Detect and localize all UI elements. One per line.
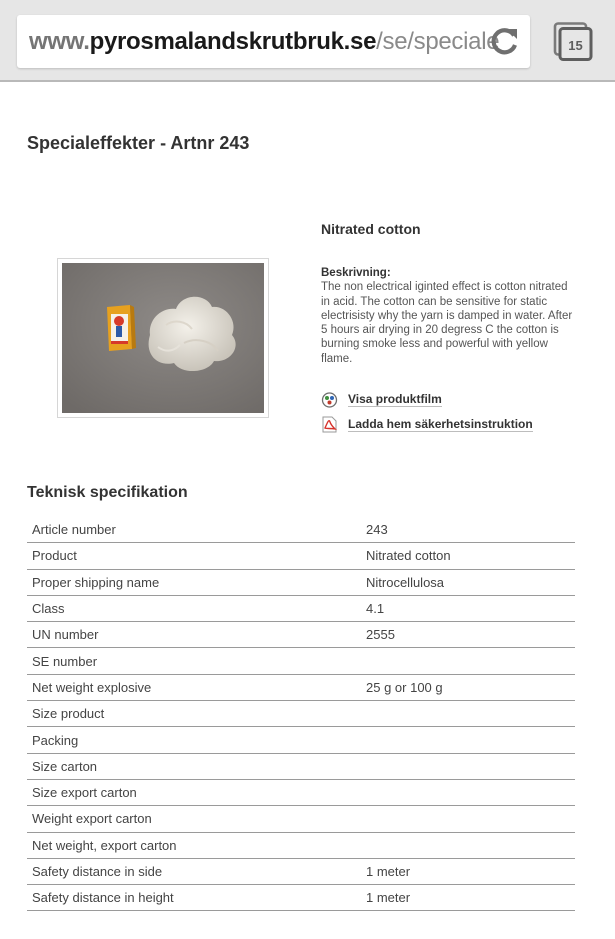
address-bar[interactable] [17,15,530,68]
product-photo [62,263,264,413]
video-link-row[interactable] [321,390,442,408]
spec-key: Size export carton [27,779,361,805]
spec-key: Size carton [27,753,361,779]
spec-key: Class [27,595,361,621]
spec-value [361,832,575,858]
tab-count: 15 [568,38,583,53]
safety-instruction-link[interactable]: Ladda hem säkerhetsinstruktion [348,416,533,431]
spec-key: Weight export carton [27,806,361,832]
description-text: The non electrical iginted effect is cotton nitrated in acid. The cotton can be sensitive for static electrisisty why the yarn is damped in water. After 5 hours air drying in 20 degress C the cotton is burning smoke less and powerful with yellow flame. [321,281,573,365]
table-row [27,674,575,700]
table-row [27,806,575,832]
spec-key: Size product [27,701,361,727]
product-name: Nitrated cotton [321,221,421,237]
spec-key: Net weight, export carton [27,832,361,858]
spec-key: Proper shipping name [27,569,361,595]
product-image [57,258,269,418]
spec-key: Safety distance in height [27,885,361,911]
browser-toolbar [0,0,615,82]
pdf-icon [321,416,338,433]
table-row [27,779,575,805]
table-row [27,517,575,543]
spec-title: Teknisk specifikation [27,484,188,501]
reload-icon[interactable] [487,25,521,59]
pdf-link-row[interactable] [321,415,533,433]
spec-key: Net weight explosive [27,674,361,700]
spec-value: Nitrated cotton [361,543,575,569]
spec-value [361,727,575,753]
spec-key: Product [27,543,361,569]
product-description [321,266,579,366]
table-row [27,648,575,674]
table-row [27,701,575,727]
spec-value: 4.1 [361,595,575,621]
spec-value [361,648,575,674]
spec-value: 2555 [361,622,575,648]
table-row [27,543,575,569]
spec-key: Packing [27,727,361,753]
spec-value: 25 g or 100 g [361,674,575,700]
spec-table [27,517,575,911]
video-icon [321,391,338,408]
spec-value: 1 meter [361,885,575,911]
spec-value: 1 meter [361,858,575,884]
spec-value: Nitrocellulosa [361,569,575,595]
spec-key: Safety distance in side [27,858,361,884]
url-path: /se/speciale [376,28,500,55]
url-text[interactable] [29,27,500,57]
spec-key: Article number [27,517,361,543]
table-row [27,569,575,595]
product-film-link[interactable]: Visa produktfilm [348,391,442,406]
tabs-icon[interactable] [553,22,593,62]
url-domain: pyrosmalandskrutbruk.se [89,28,377,55]
table-row [27,858,575,884]
spec-value: 243 [361,517,575,543]
table-row [27,727,575,753]
spec-value [361,779,575,805]
table-row [27,753,575,779]
spec-key: SE number [27,648,361,674]
url-scheme: www. [29,28,90,55]
spec-value [361,806,575,832]
spec-value [361,753,575,779]
spec-key: UN number [27,622,361,648]
table-row [27,832,575,858]
table-row [27,595,575,621]
table-row [27,622,575,648]
table-row [27,885,575,911]
spec-value [361,701,575,727]
matchbox [107,305,136,351]
page-title: Specialeffekter - Artnr 243 [27,133,250,153]
description-label: Beskrivning: [321,267,391,279]
